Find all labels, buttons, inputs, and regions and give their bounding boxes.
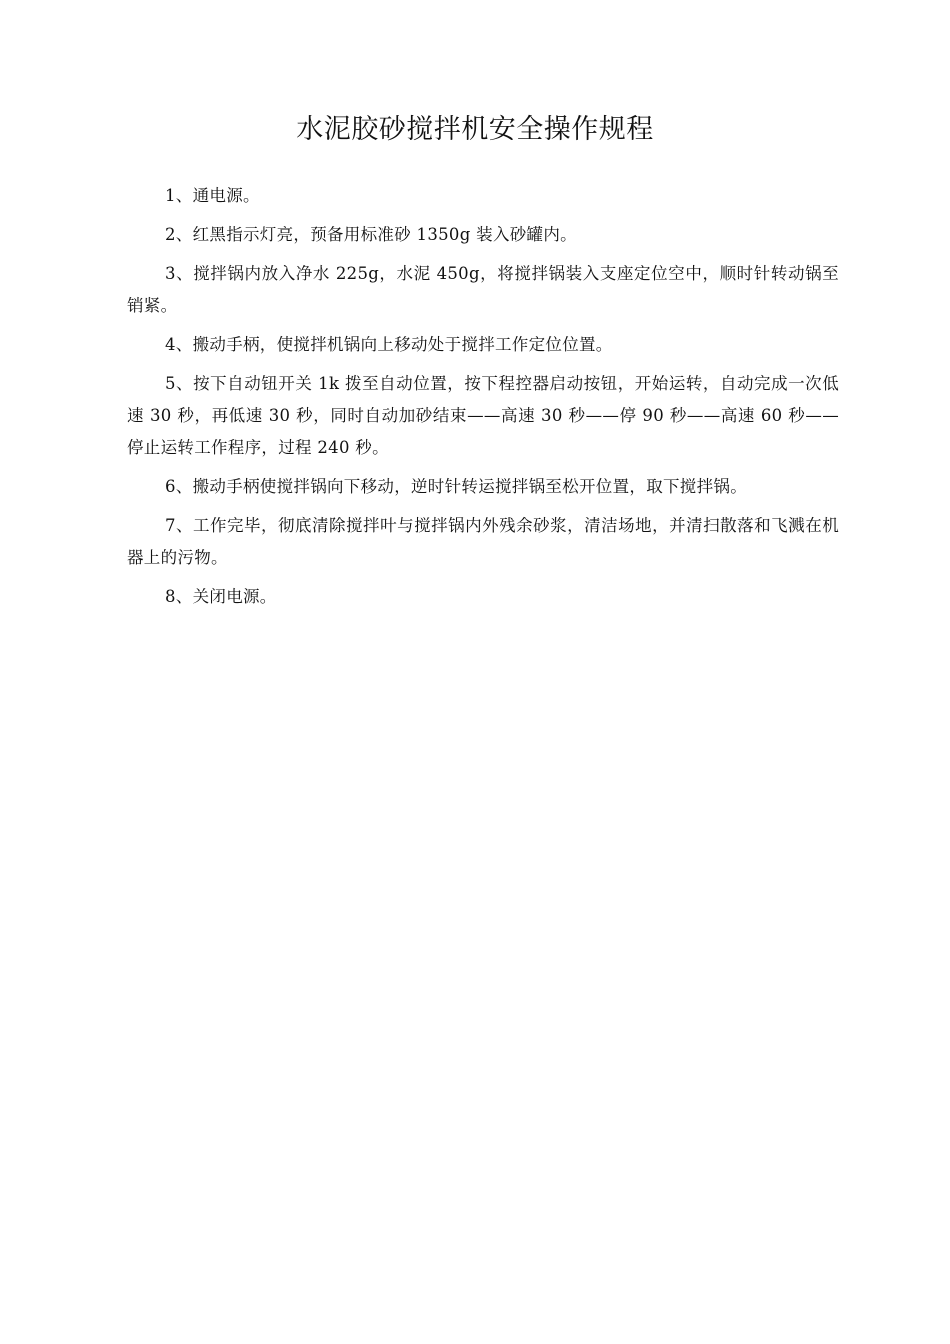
procedure-step-5: 5、按下自动钮开关 1k 拨至自动位置，按下程控器启动按钮，开始运转，自动完成一次低速 30 秒，再低速 30 秒，同时自动加砂结束——高速 30 秒——停 90 秒——高速 60 秒——停止运转工作程序，过程 240 秒。 bbox=[127, 374, 839, 457]
procedure-step-1: 1、通电源。 bbox=[165, 186, 260, 205]
procedure-step-3: 3、搅拌锅内放入净水 225g，水泥 450g，将搅拌锅装入支座定位空中，顺时针转动锅至销紧。 bbox=[127, 264, 839, 315]
document-title: 水泥胶砂搅拌机安全操作规程 bbox=[296, 114, 654, 145]
procedure-list bbox=[127, 180, 839, 620]
procedure-step-2: 2、红黑指示灯亮，预备用标准砂 1350g 装入砂罐内。 bbox=[165, 225, 577, 244]
procedure-step-8: 8、关闭电源。 bbox=[165, 587, 277, 606]
procedure-step-6: 6、搬动手柄使搅拌锅向下移动，逆时针转运搅拌锅至松开位置，取下搅拌锅。 bbox=[165, 477, 747, 496]
procedure-step-7: 7、工作完毕，彻底清除搅拌叶与搅拌锅内外残余砂浆，清洁场地，并清扫散落和飞溅在机器上的污物。 bbox=[127, 516, 839, 567]
procedure-step-4: 4、搬动手柄，使搅拌机锅向上移动处于搅拌工作定位位置。 bbox=[165, 335, 613, 354]
